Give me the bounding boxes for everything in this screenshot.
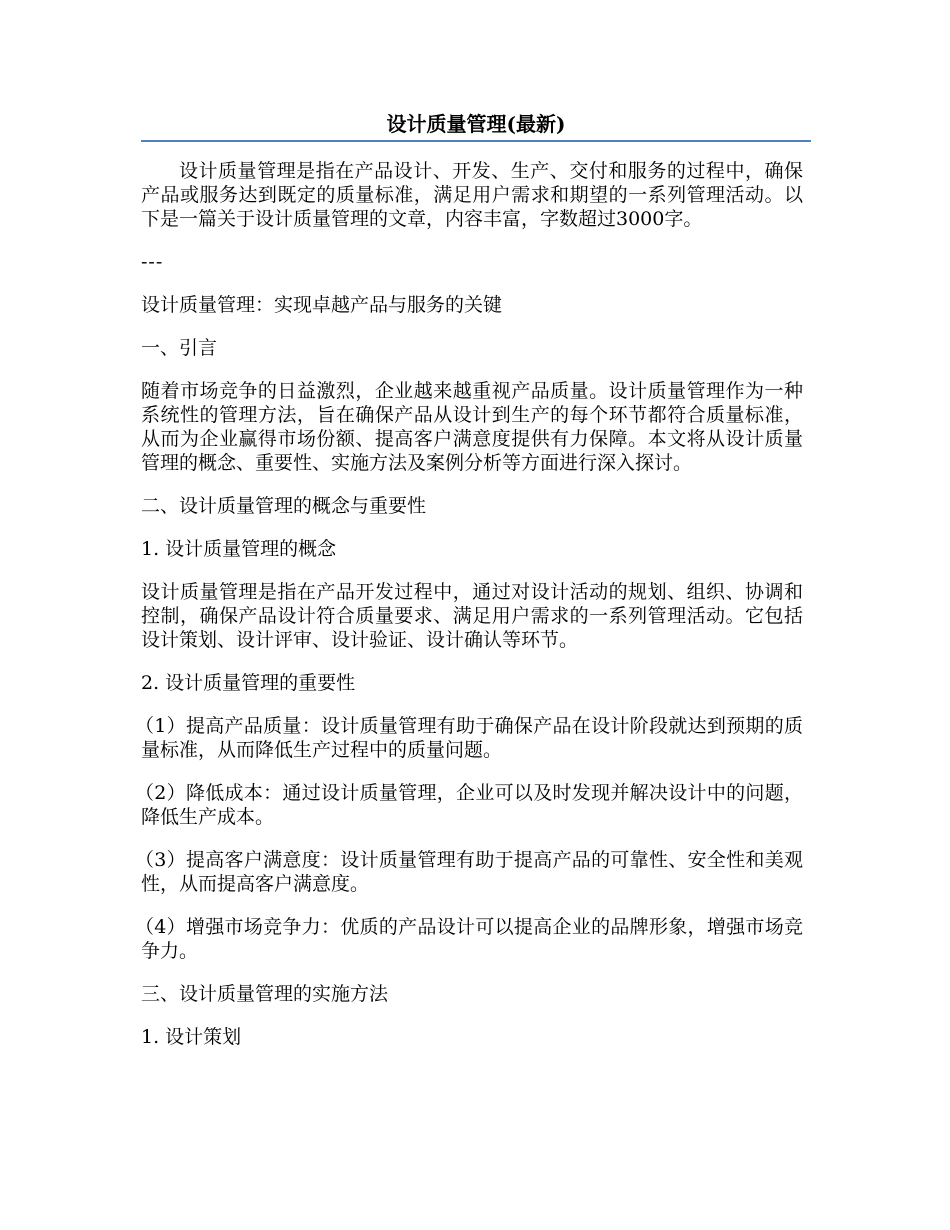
importance-item-2: （2）降低成本：通过设计质量管理，企业可以及时发现并解决设计中的问题，降低生产成本。 [135, 782, 803, 828]
subsection-heading-importance: 2. 设计质量管理的重要性 [141, 672, 356, 694]
concept-paragraph: 设计质量管理是指在产品开发过程中，通过对设计活动的规划、组织、协调和控制，确保产品设计符合质量要求、满足用户需求的一系列管理活动。它包括设计策划、设计评审、设计验证、设计确认等环节。 [141, 581, 803, 651]
separator-line: --- [141, 251, 164, 273]
section-heading-methods: 三、设计质量管理的实施方法 [141, 983, 389, 1005]
document-body [135, 159, 803, 1068]
title-underline [141, 140, 811, 142]
importance-item-4: （4）增强市场竞争力：优质的产品设计可以提高企业的品牌形象，增强市场竞争力。 [135, 916, 803, 962]
intro-paragraph: 设计质量管理是指在产品设计、开发、生产、交付和服务的过程中，确保产品或服务达到既定的质量标准，满足用户需求和期望的一系列管理活动。以下是一篇关于设计质量管理的文章，内容丰富，字数超过3000字。 [141, 160, 803, 230]
importance-item-1: （1）提高产品质量：设计质量管理有助于确保产品在设计阶段就达到预期的质量标准，从而降低生产过程中的质量问题。 [135, 715, 803, 761]
section-heading-intro: 一、引言 [141, 337, 218, 359]
subsection-heading-concept: 1. 设计质量管理的概念 [141, 538, 337, 560]
article-heading: 设计质量管理：实现卓越产品与服务的关键 [141, 294, 503, 316]
document-title: 设计质量管理(最新) [386, 112, 566, 136]
section-heading-concept: 二、设计质量管理的概念与重要性 [141, 495, 427, 517]
intro-body-paragraph: 随着市场竞争的日益激烈，企业越来越重视产品质量。设计质量管理作为一种系统性的管理方法，旨在确保产品从设计到生产的每个环节都符合质量标准，从而为企业赢得市场份额、提高客户满意度提供有力保障。本文将从设计质量管理的概念、重要性、实施方法及案例分析等方面进行深入探讨。 [141, 380, 803, 474]
importance-item-3: （3）提高客户满意度：设计质量管理有助于提高产品的可靠性、安全性和美观性，从而提高客户满意度。 [135, 849, 803, 895]
subsection-heading-planning: 1. 设计策划 [141, 1026, 242, 1048]
